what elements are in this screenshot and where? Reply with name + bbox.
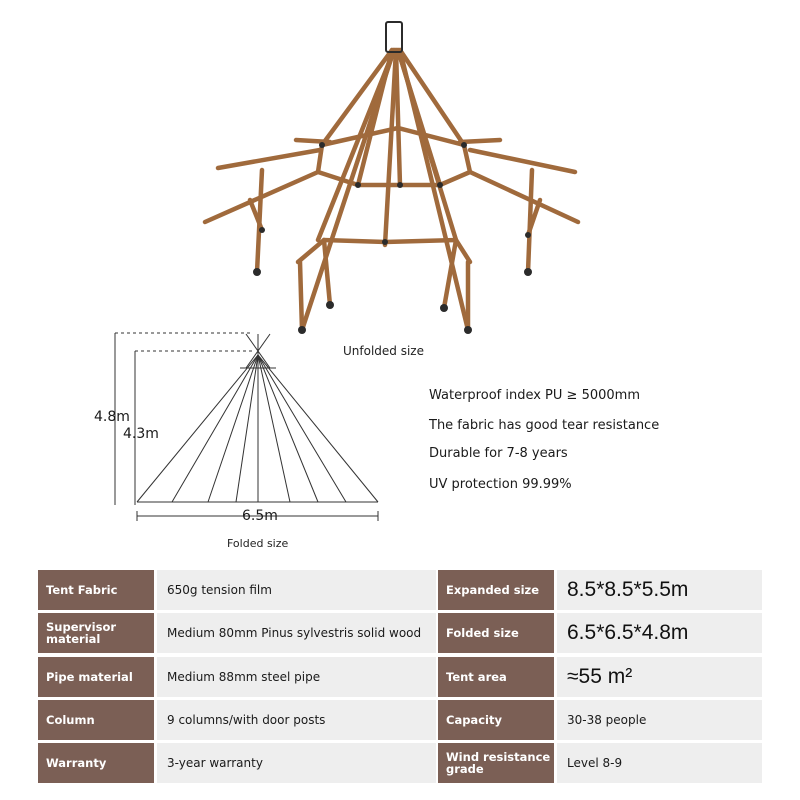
spec-value: 650g tension film	[157, 570, 436, 610]
width-label: 6.5m	[242, 508, 278, 524]
spec-value: Medium 80mm Pinus sylvestris solid wood	[157, 613, 436, 653]
folded-size-diagram	[0, 320, 420, 530]
spec-value: Medium 88mm steel pipe	[157, 657, 436, 697]
feature-uv-protection: UV protection 99.99%	[429, 477, 572, 492]
spec-label: Folded size	[438, 613, 554, 653]
folded-size-caption: Folded size	[227, 537, 289, 550]
feature-tear-resistance: The fabric has good tear resistance	[429, 418, 660, 433]
spec-label: Supervisor material	[38, 613, 154, 653]
height-inner-label: 4.3m	[123, 426, 159, 442]
spec-label: Expanded size	[438, 570, 554, 610]
spec-label: Column	[38, 700, 154, 740]
tent-frame-illustration	[0, 0, 800, 360]
unfolded-size-caption: Unfolded size	[343, 344, 424, 358]
spec-table	[0, 565, 800, 800]
spec-value: Level 8-9	[557, 743, 762, 783]
spec-value: 3-year warranty	[157, 743, 436, 783]
spec-label: Capacity	[438, 700, 554, 740]
spec-value: 9 columns/with door posts	[157, 700, 436, 740]
spec-label: Tent Fabric	[38, 570, 154, 610]
height-outer-label: 4.8m	[94, 409, 130, 425]
feature-durability: Durable for 7-8 years	[429, 446, 568, 461]
spec-value: 30-38 people	[557, 700, 762, 740]
spec-label: Warranty	[38, 743, 154, 783]
spec-label: Wind resistance grade	[438, 743, 554, 783]
spec-value: 6.5*6.5*4.8m	[557, 613, 762, 653]
spec-label: Pipe material	[38, 657, 154, 697]
spec-value: ≈55 m²	[557, 657, 762, 697]
spec-label: Tent area	[438, 657, 554, 697]
feature-waterproof: Waterproof index PU ≥ 5000mm	[429, 388, 640, 403]
spec-value: 8.5*8.5*5.5m	[557, 570, 762, 610]
